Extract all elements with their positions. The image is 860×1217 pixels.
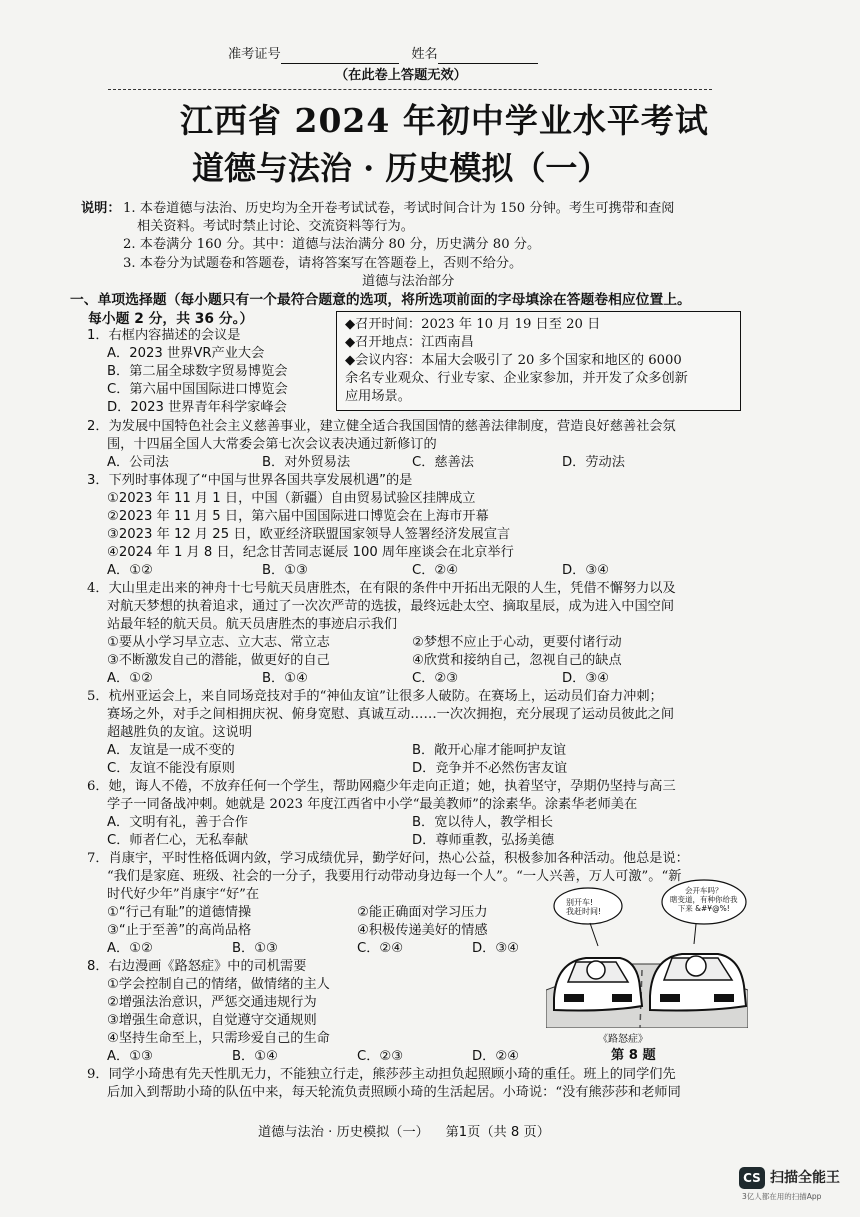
road-rage-cartoon	[546, 878, 748, 1028]
cartoon-bubble-left: 别开车! 我赶时间!	[566, 898, 602, 916]
q3-statement-2: ②2023 年 11 月 5 日，第六届中国国际进口博览会在上海市开幕	[107, 509, 489, 524]
q2-option-c: C．慈善法	[412, 455, 474, 470]
q9-stem: 9．同学小琦患有先天性肌无力，不能独立行走，熊莎莎主动担负起照顾小琦的重任。班上的同学们先	[87, 1067, 676, 1082]
q4-statement-4: ④欣赏和接纳自己，忽视自己的缺点	[412, 653, 622, 668]
q1-option-c: C．第六届中国国际进口博览会	[107, 382, 288, 397]
name-label: 姓名	[411, 47, 438, 62]
q3-stem: 3．下列时事体现了“中国与世界各国共享发展机遇”的是	[87, 473, 413, 488]
q2-option-d: D．劳动法	[562, 455, 625, 470]
q2-stem-cont: 围，十四届全国人大常委会第七次会议表决通过新修订的	[107, 437, 437, 452]
q4-stem-cont: 对航天梦想的执着追求，通过了一次次严苛的选拔，最终远赴太空、摘取星辰，成为进入中国空间	[107, 599, 675, 614]
q4-option-b: B．①④	[262, 671, 308, 686]
info-content: ◆会议内容：本届大会吸引了 20 多个国家和地区的 6000	[345, 353, 682, 368]
instruction-1: 1. 本卷道德与法治、历史均为全开卷考试试卷，考试时间合计为 150 分钟。考生可携带和查阅	[123, 201, 675, 216]
page-footer: 道德与法治 · 历史模拟（一） 第1页（共 8 页）	[258, 1125, 550, 1140]
answer-invalid-note: （在此卷上答题无效）	[335, 68, 467, 83]
cartoon-question-label: 第 8 题	[611, 1048, 656, 1063]
q8-stem: 8．右边漫画《路怒症》中的司机需要	[87, 959, 307, 974]
q2-option-a: A．公司法	[107, 455, 169, 470]
q4-statement-3: ③不断激发自己的潜能，做更好的自己	[107, 653, 330, 668]
q7-statement-1: ①“行己有耻”的道德情操	[107, 905, 252, 920]
exam-number-label: 准考证号	[228, 47, 281, 62]
q4-statement-1: ①要从小学习早立志、立大志、常立志	[107, 635, 330, 650]
cartoon-caption: 《路怒症》	[598, 1034, 648, 1045]
q1-stem: 1．右框内容描述的会议是	[87, 328, 241, 343]
part-one-scoring: 每小题 2 分，共 36 分。）	[88, 311, 254, 327]
q6-stem: 6．她，诲人不倦，不放弃任何一个学生，帮助网瘾少年走向正道；她，执着坚守，孕期仍坚持与高三	[87, 779, 676, 794]
q6-option-b: B．宽以待人，教学相长	[412, 815, 553, 830]
q5-option-a: A．友谊是一成不变的	[107, 743, 235, 758]
section-title: 道德与法治部分	[362, 274, 455, 289]
q7-statement-2: ②能正确面对学习压力	[357, 905, 488, 920]
q7-option-d: D．③④	[472, 941, 519, 956]
q5-option-b: B．敞开心扉才能呵护友谊	[412, 743, 567, 758]
q3-statement-4: ④2024 年 1 月 8 日，纪念甘苦同志诞辰 100 周年座谈会在北京举行	[107, 545, 514, 560]
instruction-1-cont: 相关资料。考试时禁止讨论、交流资料等行为。	[137, 219, 414, 234]
q5-option-c: C．友谊不能没有原则	[107, 761, 235, 776]
q8-statement-2: ②增强法治意识，严惩交通违规行为	[107, 995, 317, 1010]
q4-stem-end: 站最年轻的航天员。航天员唐胜杰的事迹启示我们	[107, 617, 398, 632]
q7-statement-3: ③“止于至善”的高尚品格	[107, 923, 252, 938]
q6-option-d: D．尊师重教，弘扬美德	[412, 833, 555, 848]
q7-option-c: C．②④	[357, 941, 404, 956]
q3-option-a: A．①②	[107, 563, 153, 578]
exam-subtitle: 道德与法治 · 历史模拟（一）	[192, 149, 610, 187]
cartoon-bubble-right: 会开车吗？ 瞎变道，有种你给我 下来 &#¥@%!	[670, 886, 738, 913]
q2-stem: 2．为发展中国特色社会主义慈善事业，建立健全适合我国国情的慈善法律制度，营造良好慈善社会氛	[87, 419, 676, 434]
q6-stem-cont: 学子一同备战冲刺。她就是 2023 年度江西省中小学“最美教师”的涂素华。涂素华老师美在	[107, 797, 638, 812]
q3-option-b: B．①③	[262, 563, 308, 578]
q8-option-a: A．①③	[107, 1049, 153, 1064]
q7-option-a: A．①②	[107, 941, 153, 956]
instruction-3: 3. 本卷分为试题卷和答题卷，请将答案写在答题卷上，否则不给分。	[123, 256, 523, 271]
q1-option-b: B．第二届全球数字贸易博览会	[107, 364, 288, 379]
q4-statement-2: ②梦想不应止于心动，更要付诸行动	[412, 635, 622, 650]
camscanner-logo-icon: CS	[739, 1167, 765, 1189]
q8-statement-1: ①学会控制自己的情绪，做情绪的主人	[107, 977, 330, 992]
q1-option-a: A．2023 世界VR产业大会	[107, 346, 265, 361]
q8-statement-3: ③增强生命意识，自觉遵守交通规则	[107, 1013, 317, 1028]
exam-number-field	[228, 46, 538, 64]
q8-option-b: B．①④	[232, 1049, 278, 1064]
q5-option-d: D．竞争并不必然伤害友谊	[412, 761, 568, 776]
header-divider	[108, 89, 712, 90]
camscanner-app-name: 扫描全能王	[770, 1170, 840, 1186]
info-place: ◆召开地点：江西南昌	[345, 335, 474, 350]
q7-statement-4: ④积极传递美好的情感	[357, 923, 488, 938]
q3-option-d: D．③④	[562, 563, 609, 578]
q4-stem: 4．大山里走出来的神舟十七号航天员唐胜杰，在有限的条件中开拓出无限的人生，凭借不懈努力以及	[87, 581, 676, 596]
part-one-heading: 一、单项选择题（每小题只有一个最符合题意的选项，将所选项前面的字母填涂在答题卷相应位置上。	[70, 292, 691, 308]
q4-option-a: A．①②	[107, 671, 153, 686]
q7-stem-cont: “我们是家庭、班级、社会的一分子，我要用行动带动身边每一个人”。“一人兴善，万人可激”。“新	[107, 869, 682, 884]
exam-number-blank	[281, 49, 399, 64]
q3-statement-1: ①2023 年 11 月 1 日，中国（新疆）自由贸易试验区挂牌成立	[107, 491, 476, 506]
instruction-2: 2. 本卷满分 160 分。其中：道德与法治满分 80 分，历史满分 80 分。	[123, 237, 541, 252]
meeting-info-box	[336, 311, 741, 411]
q9-stem-cont: 后加入到帮助小琦的队伍中来，每天轮流负责照顾小琦的生活起居。小琦说：“没有熊莎莎和老师同	[107, 1085, 681, 1100]
q8-statement-4: ④坚持生命至上，只需珍爱自己的生命	[107, 1031, 330, 1046]
q8-option-c: C．②③	[357, 1049, 404, 1064]
q6-option-a: A．文明有礼，善于合作	[107, 815, 248, 830]
q4-option-d: D．③④	[562, 671, 609, 686]
camscanner-tagline: 3亿人都在用的扫描App	[742, 1192, 822, 1201]
info-content-cont: 余名专业观众、行业专家、企业家参加，并开发了众多创新	[345, 371, 688, 386]
q5-stem-cont: 赛场之外，对手之间相拥庆祝、俯身宽慰、真诚互动……一次次拥抱，充分展现了运动员彼此之间	[107, 707, 675, 722]
name-blank	[438, 49, 538, 64]
q7-stem: 7．肖康宇，平时性格低调内敛，学习成绩优异，勤学好问，热心公益，积极参加各种活动。他总是说：	[87, 851, 689, 866]
q7-stem-end: 时代好少年”肖康宇“好”在	[107, 887, 260, 902]
q6-option-c: C．师者仁心，无私奉献	[107, 833, 249, 848]
q5-stem-end: 超越胜负的友谊。这说明	[107, 725, 253, 740]
q7-option-b: B．①③	[232, 941, 278, 956]
q3-statement-3: ③2023 年 12 月 25 日，欧亚经济联盟国家领导人签署经济发展宣言	[107, 527, 511, 542]
q5-stem: 5．杭州亚运会上，来自同场竞技对手的“神仙友谊”让很多人破防。在赛场上，运动员们奋力冲刺；	[87, 689, 663, 704]
q8-option-d: D．②④	[472, 1049, 519, 1064]
info-time: ◆召开时间：2023 年 10 月 19 日至 20 日	[345, 317, 601, 332]
q2-option-b: B．对外贸易法	[262, 455, 351, 470]
q1-option-d: D．2023 世界青年科学家峰会	[107, 400, 287, 415]
instructions-label: 说明：	[81, 201, 121, 216]
q3-option-c: C．②④	[412, 563, 459, 578]
info-content-end: 应用场景。	[345, 389, 411, 404]
q4-option-c: C．②③	[412, 671, 459, 686]
exam-title: 江西省 2024 年初中学业水平考试	[180, 101, 709, 140]
